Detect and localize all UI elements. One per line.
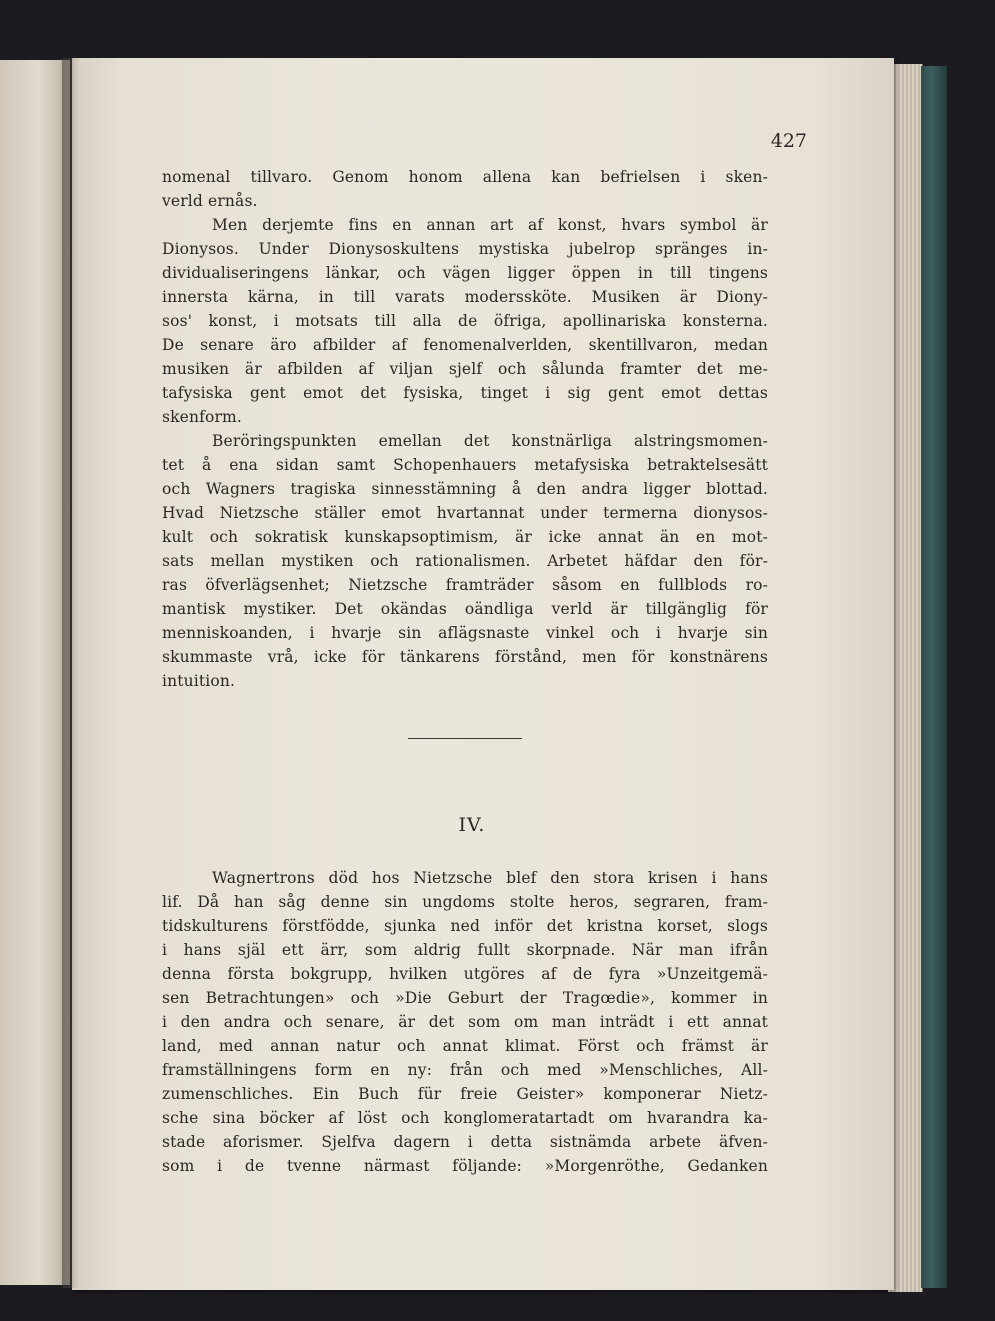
text-line: lif. Då han såg denne sin ungdoms stolte heros, segraren, fram- <box>162 893 768 911</box>
text-line: dividualiseringens länkar, och vägen ligger öppen in till tingens <box>162 264 768 282</box>
text-line: tafysiska gent emot det fysiska, tinget i sig gent emot dettas <box>162 384 768 402</box>
section-heading: IV. <box>458 814 486 836</box>
page-number: 427 <box>770 130 807 152</box>
text-line: sos' konst, i motsats till alla de öfriga, apollinariska konsterna. <box>162 312 768 330</box>
text-line: De senare äro afbilder af fenomenalverlden, skentillvaron, medan <box>162 336 768 354</box>
text-line: verld ernås. <box>162 192 258 210</box>
text-line: stade aforismer. Sjelfva dagern i detta sistnämda arbete äfven- <box>162 1133 768 1151</box>
text-line: skenform. <box>162 408 242 426</box>
text-line: Wagnertrons död hos Nietzsche blef den stora krisen i hans <box>212 869 768 887</box>
text-line: nomenal tillvaro. Genom honom allena kan befrielsen i sken- <box>162 168 768 186</box>
text-line: menniskoanden, i hvarje sin aflägsnaste vinkel och i hvarje sin <box>162 624 768 642</box>
text-line: intuition. <box>162 672 236 690</box>
text-line: zumenschliches. Ein Buch für freie Geister» komponerar Nietz- <box>162 1085 768 1103</box>
text-line: musiken är afbilden af viljan sjelf och sålunda framter det me- <box>162 360 768 378</box>
text-line: denna första bokgrupp, hvilken utgöres af de fyra »Unzeitgemä- <box>162 965 768 983</box>
book-cover-edge <box>921 66 947 1288</box>
text-line: kult och sokratisk kunskapsoptimism, är icke annat än en mot- <box>162 528 768 546</box>
text-line: som i de tvenne närmast följande: »Morgenröthe, Gedanken <box>162 1157 768 1175</box>
left-page-edge <box>0 60 70 1285</box>
text-line: och Wagners tragiska sinnesstämning å den andra ligger blottad. <box>162 480 768 498</box>
text-line: Beröringspunkten emellan det konstnärliga alstringsmomen- <box>212 432 768 450</box>
text-line: Men derjemte fins en annan art af konst, hvars symbol är <box>212 216 768 234</box>
text-line: Dionysos. Under Dionysoskultens mystiska jubelrop spränges in- <box>162 240 768 258</box>
section-divider <box>408 738 522 739</box>
book-page <box>72 58 894 1290</box>
text-line: sen Betrachtungen» och »Die Geburt der Tragœdie», kommer in <box>162 989 768 1007</box>
text-line: i hans själ ett ärr, som aldrig fullt skorpnade. När man ifrån <box>162 941 768 959</box>
text-line: Hvad Nietzsche ställer emot hvartannat under termerna dionysos- <box>162 504 768 522</box>
text-line: tidskulturens förstfödde, sjunka ned inför det kristna korset, slogs <box>162 917 768 935</box>
text-line: sche sina böcker af löst och konglomeratartadt om hvarandra ka- <box>162 1109 768 1127</box>
text-line: i den andra och senare, är det som om man inträdt i ett annat <box>162 1013 768 1031</box>
text-line: tet å ena sidan samt Schopenhauers metafysiska betraktelsesätt <box>162 456 768 474</box>
text-line: innersta kärna, in till varats moderssköte. Musiken är Diony- <box>162 288 768 306</box>
text-line: framställningens form en ny: från och med »Menschliches, All- <box>162 1061 768 1079</box>
text-line: mantisk mystiker. Det okändas oändliga verld är tillgänglig för <box>162 600 768 618</box>
text-line: ras öfverlägsenhet; Nietzsche framträder såsom en fullblods ro- <box>162 576 768 594</box>
book-gutter-shadow <box>62 58 80 1288</box>
text-line: skummaste vrå, icke för tänkarens förstånd, men för konstnärens <box>162 648 768 666</box>
text-line: land, med annan natur och annat klimat. Först och främst är <box>162 1037 768 1055</box>
text-line: sats mellan mystiken och rationalismen. Arbetet häfdar den för- <box>162 552 768 570</box>
